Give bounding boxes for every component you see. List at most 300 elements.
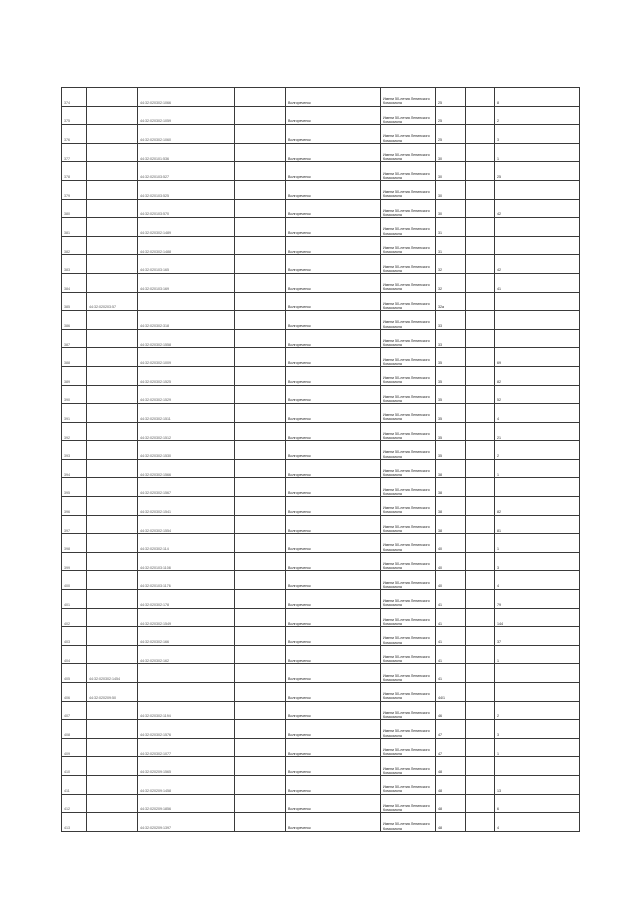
flat-number-cell: 1 [495,459,580,478]
city-cell: Волгореченск [286,775,381,794]
empty-cell [235,627,286,646]
city-cell: Волгореченск [286,273,381,292]
flat-number-cell: 8 [495,88,580,107]
empty-cell [235,515,286,534]
empty-cell [235,552,286,571]
cadastral-number-cell: 44:32:020302:1549 [138,608,235,627]
empty-cell [235,701,286,720]
street-cell: Имени 50-летия Ленинского Комсомола [381,143,436,162]
city-cell: Волгореченск [286,664,381,683]
cadastral-number-alt-cell [87,422,138,441]
street-cell: Имени 50-летия Ленинского Комсомола [381,497,436,516]
row-number-cell: 394 [62,459,87,478]
flat-number-cell: 1 [495,645,580,664]
street-cell: Имени 50-летия Ленинского Комсомола [381,218,436,237]
cadastral-number-cell: 44:32:020302:1066 [138,88,235,107]
city-cell: Волгореченск [286,608,381,627]
table-row [62,404,580,423]
city-cell: Волгореченск [286,106,381,125]
cadastral-number-alt-cell [87,534,138,553]
empty-cell [235,88,286,107]
house-number-cell: 48 [436,794,466,813]
cadastral-number-cell: 44:32:020302:1488 [138,236,235,255]
empty-cell [466,311,495,330]
row-number-cell: 378 [62,162,87,181]
street-cell: Имени 50-летия Ленинского Комсомола [381,813,436,832]
cadastral-number-alt-cell [87,311,138,330]
street-cell: Имени 50-летия Ленинского Комсомола [381,125,436,144]
flat-number-cell: 81 [495,515,580,534]
table-row [62,775,580,794]
empty-cell [235,385,286,404]
city-cell: Волгореченск [286,534,381,553]
table-row [62,497,580,516]
city-cell: Волгореченск [286,701,381,720]
table-row [62,813,580,832]
empty-cell [466,757,495,776]
cadastral-number-alt-cell [87,143,138,162]
street-cell: Имени 50-летия Ленинского Комсомола [381,571,436,590]
city-cell: Волгореченск [286,125,381,144]
street-cell: Имени 50-летия Ленинского Комсомола [381,441,436,460]
street-cell: Имени 50-летия Ленинского Комсомола [381,199,436,218]
cadastral-number-cell: 44:32:020302:1530 [138,441,235,460]
city-cell: Волгореченск [286,515,381,534]
empty-cell [466,125,495,144]
empty-cell [235,757,286,776]
house-number-cell: 41 [436,608,466,627]
empty-cell [466,404,495,423]
row-number-cell: 388 [62,348,87,367]
flat-number-cell [495,180,580,199]
cadastral-number-cell: 44:32:020209:1458 [138,775,235,794]
street-cell: Имени 50-летия Ленинского Комсомола [381,794,436,813]
street-cell: Имени 50-летия Ленинского Комсомола [381,404,436,423]
empty-cell [235,459,286,478]
empty-cell [466,683,495,702]
house-number-cell: 30 [436,143,466,162]
row-number-cell: 401 [62,590,87,609]
empty-cell [466,515,495,534]
empty-cell [466,422,495,441]
house-number-cell: 35 [436,422,466,441]
flat-number-cell [495,311,580,330]
cadastral-number-alt-cell [87,794,138,813]
table-body [62,88,580,832]
cadastral-number-alt-cell [87,88,138,107]
row-number-cell: 407 [62,701,87,720]
cadastral-number-alt-cell [87,162,138,181]
row-number-cell: 377 [62,143,87,162]
flat-number-cell: 3 [495,552,580,571]
empty-cell [235,590,286,609]
empty-cell [235,273,286,292]
street-cell: Имени 50-летия Ленинского Комсомола [381,255,436,274]
street-cell: Имени 50-летия Ленинского Комсомола [381,273,436,292]
flat-number-cell [495,478,580,497]
city-cell: Волгореченск [286,571,381,590]
cadastral-number-cell: 44:32:020302:1576 [138,720,235,739]
cadastral-number-alt-cell [87,645,138,664]
house-number-cell: 46 [436,701,466,720]
table-row [62,608,580,627]
table-row [62,627,580,646]
row-number-cell: 374 [62,88,87,107]
flat-number-cell [495,664,580,683]
street-cell: Имени 50-летия Ленинского Комсомола [381,775,436,794]
table-row [62,348,580,367]
house-number-cell: 31 [436,236,466,255]
row-number-cell: 390 [62,385,87,404]
empty-cell [466,180,495,199]
street-cell: Имени 50-летия Ленинского Комсомола [381,329,436,348]
cadastral-number-cell: 44:32:020209:1397 [138,813,235,832]
house-number-cell: 25 [436,88,466,107]
empty-cell [466,664,495,683]
empty-cell [466,794,495,813]
flat-number-cell [495,218,580,237]
cadastral-number-alt-cell [87,236,138,255]
row-number-cell: 411 [62,775,87,794]
street-cell: Имени 50-летия Ленинского Комсомола [381,515,436,534]
cadastral-number-alt-cell [87,738,138,757]
house-number-cell: 47 [436,720,466,739]
table-row [62,664,580,683]
flat-number-cell: 2 [495,106,580,125]
street-cell: Имени 50-летия Ленинского Комсомола [381,608,436,627]
empty-cell [466,720,495,739]
street-cell: Имени 50-летия Ленинского Комсомола [381,627,436,646]
cadastral-number-cell: 44:32:020302:1511 [138,404,235,423]
cadastral-number-alt-cell [87,180,138,199]
row-number-cell: 398 [62,534,87,553]
row-number-cell: 386 [62,311,87,330]
flat-number-cell: 4 [495,813,580,832]
city-cell: Волгореченск [286,348,381,367]
table-row [62,590,580,609]
city-cell: Волгореченск [286,441,381,460]
house-number-cell: 38 [436,459,466,478]
row-number-cell: 399 [62,552,87,571]
table-row [62,701,580,720]
street-cell: Имени 50-летия Ленинского Комсомола [381,478,436,497]
empty-cell [235,422,286,441]
table-row [62,441,580,460]
table-row [62,125,580,144]
street-cell: Имени 50-летия Ленинского Комсомола [381,422,436,441]
row-number-cell: 381 [62,218,87,237]
empty-cell [235,720,286,739]
house-number-cell: 32 [436,273,466,292]
house-number-cell: 40 [436,552,466,571]
city-cell: Волгореченск [286,311,381,330]
house-number-cell: 41 [436,645,466,664]
row-number-cell: 395 [62,478,87,497]
flat-number-cell: 2 [495,441,580,460]
house-number-cell: 35 [436,441,466,460]
table-row [62,366,580,385]
city-cell: Волгореченск [286,497,381,516]
cadastral-number-cell: 44:32:020302:1009 [138,348,235,367]
row-number-cell: 410 [62,757,87,776]
house-number-cell: 25 [436,106,466,125]
empty-cell [466,738,495,757]
cadastral-number-alt-cell [87,273,138,292]
street-cell: Имени 50-летия Ленинского Комсомола [381,180,436,199]
city-cell: Волгореченск [286,180,381,199]
flat-number-cell [495,683,580,702]
cadastral-number-cell: 44:32:020302:1529 [138,385,235,404]
row-number-cell: 408 [62,720,87,739]
row-number-cell: 385 [62,292,87,311]
empty-cell [466,385,495,404]
cadastral-number-alt-cell [87,441,138,460]
street-cell: Имени 50-летия Ленинского Комсомола [381,366,436,385]
flat-number-cell: 25 [495,162,580,181]
cadastral-number-alt-cell [87,366,138,385]
cadastral-number-cell: 44:32:020302:1554 [138,515,235,534]
row-number-cell: 383 [62,255,87,274]
table-row [62,794,580,813]
cadastral-number-alt-cell [87,813,138,832]
table-row [62,757,580,776]
house-number-cell: 41 [436,627,466,646]
cadastral-number-alt-cell [87,348,138,367]
empty-cell [466,366,495,385]
empty-cell [466,236,495,255]
cadastral-number-cell: 44:32:020302:166 [138,627,235,646]
street-cell: Имени 50-летия Ленинского Комсомола [381,292,436,311]
street-cell: Имени 50-летия Ленинского Комсомола [381,738,436,757]
flat-number-cell [495,236,580,255]
city-cell: Волгореченск [286,757,381,776]
cadastral-number-alt-cell [87,404,138,423]
cadastral-number-alt-cell [87,199,138,218]
row-number-cell: 406 [62,683,87,702]
empty-cell [235,162,286,181]
empty-cell [235,441,286,460]
empty-cell [235,143,286,162]
cadastral-number-alt-cell [87,218,138,237]
cadastral-number-cell: 44:32:020302:1567 [138,478,235,497]
house-number-cell: 30 [436,180,466,199]
row-number-cell: 392 [62,422,87,441]
house-number-cell: 47 [436,738,466,757]
cadastral-number-alt-cell [87,515,138,534]
house-number-cell: 38 [436,497,466,516]
city-cell: Волгореченск [286,404,381,423]
row-number-cell: 403 [62,627,87,646]
city-cell: Волгореченск [286,236,381,255]
table-row [62,88,580,107]
table-row [62,571,580,590]
city-cell: Волгореченск [286,385,381,404]
city-cell: Волгореченск [286,645,381,664]
table-row [62,422,580,441]
empty-cell [235,366,286,385]
flat-number-cell: 1 [495,738,580,757]
empty-cell [466,218,495,237]
row-number-cell: 375 [62,106,87,125]
cadastral-number-alt-cell [87,701,138,720]
house-number-cell: 38 [436,515,466,534]
cadastral-number-alt-cell: 44:32:020302:1454 [87,664,138,683]
cadastral-number-cell: 44:32:020302:1489 [138,218,235,237]
cadastral-number-alt-cell [87,552,138,571]
empty-cell [235,236,286,255]
empty-cell [466,441,495,460]
house-number-cell: 40 [436,534,466,553]
cadastral-number-alt-cell [87,385,138,404]
empty-cell [235,478,286,497]
cadastral-number-cell: 44:32:020302:1541 [138,497,235,516]
house-number-cell: 35 [436,404,466,423]
street-cell: Имени 50-летия Ленинского Комсомола [381,88,436,107]
flat-number-cell: 4 [495,404,580,423]
flat-number-cell: 37 [495,627,580,646]
city-cell: Волгореченск [286,683,381,702]
street-cell: Имени 50-летия Ленинского Комсомола [381,590,436,609]
street-cell: Имени 50-летия Ленинского Комсомола [381,162,436,181]
house-number-cell: 35 [436,366,466,385]
cadastral-number-cell: 44:32:020103:169 [138,273,235,292]
table-row [62,515,580,534]
table-row [62,329,580,348]
table-row [62,162,580,181]
empty-cell [235,738,286,757]
row-number-cell: 382 [62,236,87,255]
table-row [62,385,580,404]
cadastral-number-alt-cell [87,608,138,627]
city-cell: Волгореченск [286,366,381,385]
empty-cell [235,813,286,832]
cadastral-number-cell: 44:32:020302:1558 [138,329,235,348]
house-number-cell: 30 [436,162,466,181]
street-cell: Имени 50-летия Ленинского Комсомола [381,664,436,683]
empty-cell [235,329,286,348]
street-cell: Имени 50-летия Ленинского Комсомола [381,236,436,255]
street-cell: Имени 50-летия Ленинского Комсомола [381,757,436,776]
cadastral-number-cell: 44:32:020302:318 [138,311,235,330]
empty-cell [466,775,495,794]
cadastral-number-cell: 44:32:020302:1077 [138,738,235,757]
flat-number-cell [495,757,580,776]
table-row [62,459,580,478]
empty-cell [235,199,286,218]
cadastral-number-alt-cell [87,757,138,776]
table-row [62,218,580,237]
city-cell: Волгореченск [286,813,381,832]
house-number-cell: 30 [436,199,466,218]
house-number-cell: 41 [436,590,466,609]
flat-number-cell: 3 [495,720,580,739]
table-row [62,106,580,125]
flat-number-cell: 42 [495,255,580,274]
property-register-table [61,87,580,832]
cadastral-number-cell: 44:32:020302:178 [138,590,235,609]
row-number-cell: 409 [62,738,87,757]
empty-cell [466,292,495,311]
city-cell: Волгореченск [286,199,381,218]
cadastral-number-alt-cell [87,590,138,609]
cadastral-number-cell: 44:32:020302:1566 [138,459,235,478]
cadastral-number-cell: 44:32:020103:1176 [138,571,235,590]
cadastral-number-cell [138,683,235,702]
table-row [62,255,580,274]
empty-cell [235,311,286,330]
city-cell: Волгореченск [286,422,381,441]
row-number-cell: 376 [62,125,87,144]
cadastral-number-alt-cell [87,459,138,478]
flat-number-cell: 79 [495,590,580,609]
city-cell: Волгореченск [286,143,381,162]
empty-cell [235,404,286,423]
cadastral-number-cell: 44:32:020302:1525 [138,366,235,385]
empty-cell [466,701,495,720]
empty-cell [466,255,495,274]
row-number-cell: 402 [62,608,87,627]
cadastral-number-cell: 44:32:020209:1565 [138,757,235,776]
row-number-cell: 396 [62,497,87,516]
flat-number-cell: 82 [495,366,580,385]
street-cell: Имени 50-летия Ленинского Комсомола [381,311,436,330]
street-cell: Имени 50-летия Ленинского Комсомола [381,701,436,720]
row-number-cell: 391 [62,404,87,423]
house-number-cell: 31 [436,218,466,237]
empty-cell [466,590,495,609]
cadastral-number-alt-cell [87,255,138,274]
flat-number-cell: 2 [495,701,580,720]
cadastral-number-alt-cell [87,478,138,497]
table-row [62,236,580,255]
cadastral-number-cell: 44:32:020302:1194 [138,701,235,720]
empty-cell [235,180,286,199]
flat-number-cell: 4 [495,571,580,590]
row-number-cell: 380 [62,199,87,218]
city-cell: Волгореченск [286,552,381,571]
empty-cell [466,459,495,478]
house-number-cell: 35 [436,385,466,404]
flat-number-cell: 6 [495,794,580,813]
city-cell: Волгореченск [286,459,381,478]
cadastral-number-cell: 44:32:020302:162 [138,645,235,664]
house-number-cell: 33 [436,329,466,348]
cadastral-number-alt-cell [87,720,138,739]
cadastral-number-cell [138,664,235,683]
cadastral-number-alt-cell: 44:32:020209:50 [87,683,138,702]
street-cell: Имени 50-летия Ленинского Комсомола [381,720,436,739]
table-row [62,143,580,162]
table-row [62,311,580,330]
row-number-cell: 400 [62,571,87,590]
city-cell: Волгореченск [286,627,381,646]
city-cell: Волгореченск [286,478,381,497]
house-number-cell: 44/1 [436,683,466,702]
empty-cell [235,218,286,237]
row-number-cell: 379 [62,180,87,199]
empty-cell [466,478,495,497]
flat-number-cell [495,329,580,348]
street-cell: Имени 50-летия Ленинского Комсомола [381,534,436,553]
empty-cell [235,106,286,125]
row-number-cell: 404 [62,645,87,664]
empty-cell [466,348,495,367]
street-cell: Имени 50-летия Ленинского Комсомола [381,459,436,478]
house-number-cell: 32а [436,292,466,311]
cadastral-number-cell: 44:32:020302:1512 [138,422,235,441]
street-cell: Имени 50-летия Ленинского Комсомола [381,106,436,125]
cadastral-number-alt-cell [87,627,138,646]
